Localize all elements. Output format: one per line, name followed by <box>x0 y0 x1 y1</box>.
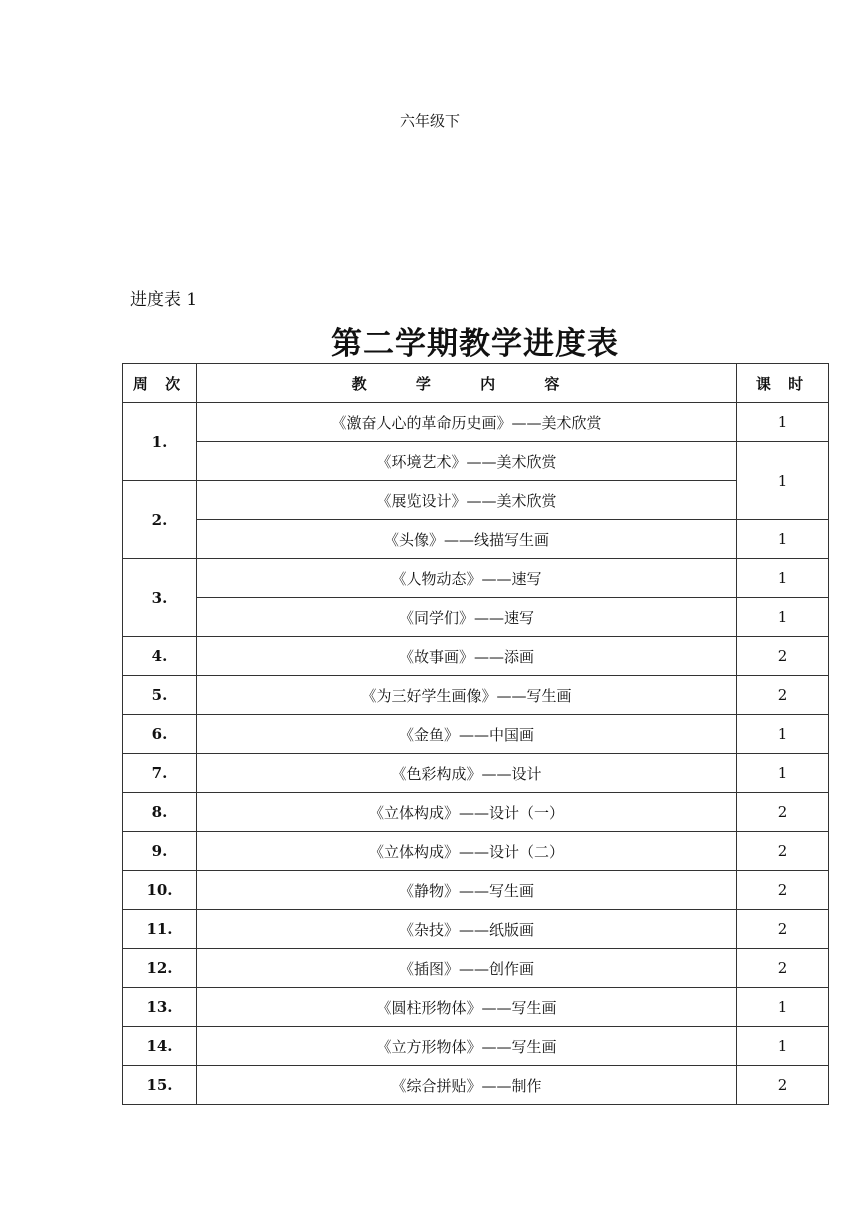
week-cell: 12. <box>123 949 197 988</box>
table-row <box>123 1066 829 1105</box>
week-cell: 5. <box>123 676 197 715</box>
content-cell: 《色彩构成》——设计 <box>197 754 737 793</box>
table-row <box>123 1027 829 1066</box>
week-cell: 13. <box>123 988 197 1027</box>
hours-cell: 2 <box>737 793 829 832</box>
hours-cell: 1 <box>737 442 829 520</box>
table-row <box>123 793 829 832</box>
hours-cell: 2 <box>737 832 829 871</box>
hours-cell: 1 <box>737 559 829 598</box>
week-cell: 8. <box>123 793 197 832</box>
content-cell: 《立方形物体》——写生画 <box>197 1027 737 1066</box>
grade-label: 六年级下 <box>399 112 460 130</box>
hours-cell: 1 <box>737 403 829 442</box>
schedule-table <box>122 363 829 1105</box>
content-cell: 《头像》——线描写生画 <box>197 520 737 559</box>
hours-cell: 1 <box>737 754 829 793</box>
hours-cell: 1 <box>737 988 829 1027</box>
hours-cell: 1 <box>737 520 829 559</box>
week-cell: 2. <box>123 481 197 559</box>
content-cell: 《圆柱形物体》——写生画 <box>197 988 737 1027</box>
content-cell: 《环境艺术》——美术欣赏 <box>197 442 737 481</box>
table-row <box>123 520 829 559</box>
hours-cell: 2 <box>737 871 829 910</box>
week-cell: 9. <box>123 832 197 871</box>
content-cell: 《展览设计》——美术欣赏 <box>197 481 737 520</box>
content-cell: 《故事画》——添画 <box>197 637 737 676</box>
week-cell: 10. <box>123 871 197 910</box>
document-title: 第二学期教学进度表 <box>331 326 619 362</box>
table-row <box>123 676 829 715</box>
week-cell: 3. <box>123 559 197 637</box>
week-cell: 6. <box>123 715 197 754</box>
table-row <box>123 832 829 871</box>
hours-cell: 2 <box>737 676 829 715</box>
content-cell: 《人物动态》——速写 <box>197 559 737 598</box>
week-cell: 7. <box>123 754 197 793</box>
content-cell: 《综合拼贴》——制作 <box>197 1066 737 1105</box>
table-label: 进度表 1 <box>130 290 198 310</box>
table-row <box>123 403 829 442</box>
table-row <box>123 637 829 676</box>
content-cell: 《立体构成》——设计（一） <box>197 793 737 832</box>
column-header-content: 教 学 内 容 <box>197 364 737 403</box>
table-row <box>123 949 829 988</box>
content-cell: 《静物》——写生画 <box>197 871 737 910</box>
content-cell: 《同学们》——速写 <box>197 598 737 637</box>
table-row <box>123 988 829 1027</box>
table-row <box>123 598 829 637</box>
hours-cell: 1 <box>737 1027 829 1066</box>
content-cell: 《插图》——创作画 <box>197 949 737 988</box>
week-cell: 11. <box>123 910 197 949</box>
table-row <box>123 442 829 481</box>
week-cell: 1. <box>123 403 197 481</box>
hours-cell: 2 <box>737 637 829 676</box>
table-header-row <box>123 364 829 403</box>
table-row <box>123 871 829 910</box>
column-header-week: 周 次 <box>123 364 197 403</box>
hours-cell: 1 <box>737 715 829 754</box>
content-cell: 《立体构成》——设计（二） <box>197 832 737 871</box>
hours-cell: 2 <box>737 949 829 988</box>
week-cell: 4. <box>123 637 197 676</box>
week-cell: 15. <box>123 1066 197 1105</box>
week-cell: 14. <box>123 1027 197 1066</box>
hours-cell: 2 <box>737 1066 829 1105</box>
table-row <box>123 481 829 520</box>
table-row <box>123 559 829 598</box>
content-cell: 《为三好学生画像》——写生画 <box>197 676 737 715</box>
hours-cell: 2 <box>737 910 829 949</box>
table-row <box>123 754 829 793</box>
content-cell: 《激奋人心的革命历史画》——美术欣赏 <box>197 403 737 442</box>
hours-cell: 1 <box>737 598 829 637</box>
table-row <box>123 910 829 949</box>
table-row <box>123 715 829 754</box>
content-cell: 《金鱼》——中国画 <box>197 715 737 754</box>
column-header-hours: 课 时 <box>737 364 829 403</box>
content-cell: 《杂技》——纸版画 <box>197 910 737 949</box>
